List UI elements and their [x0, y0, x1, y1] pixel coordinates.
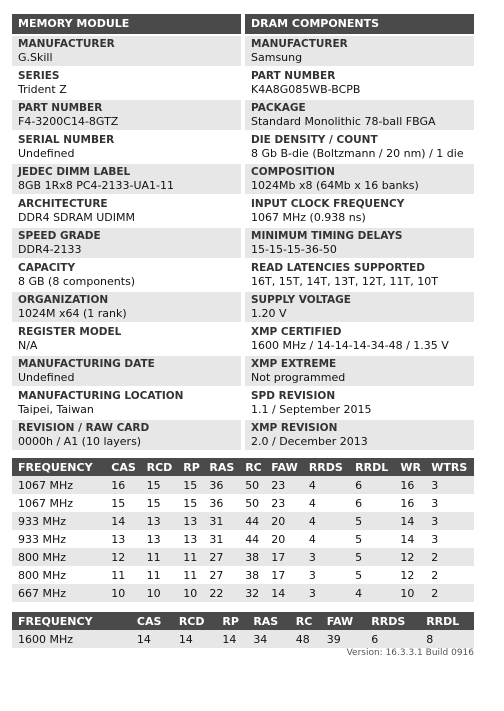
dram-components-field: [245, 132, 474, 162]
timing-table: [12, 458, 474, 602]
dram-components-field: [245, 388, 474, 418]
xmp-column-header: RRDL: [420, 612, 474, 630]
timing-column-header: FREQUENCY: [12, 458, 105, 476]
timing-cell: 667 MHz: [12, 584, 105, 602]
timing-row: [12, 566, 474, 584]
timing-cell: 15: [141, 476, 178, 494]
timing-row: [12, 530, 474, 548]
memory-module-field-label: SERIAL NUMBER: [18, 134, 115, 146]
timing-cell: 6: [349, 476, 394, 494]
memory-module-field: [12, 388, 241, 418]
timing-cell: 1067 MHz: [12, 476, 105, 494]
timing-cell: 23: [271, 496, 286, 510]
dram-components-field: [245, 292, 474, 322]
timing-column-header: RC: [239, 458, 265, 476]
memory-module-field-label: ORGANIZATION: [18, 294, 109, 306]
memory-module-field-value: DDR4-2133: [18, 243, 82, 256]
spd-report: [12, 14, 474, 648]
timing-cell: 15: [146, 496, 161, 510]
timing-cell: 11: [146, 568, 161, 582]
timing-cell: 4: [303, 476, 349, 494]
memory-module-field: [12, 100, 241, 130]
timing-row: [12, 548, 474, 566]
info-columns: [12, 14, 474, 450]
timing-cell: 13: [146, 532, 161, 546]
memory-module-field: [12, 324, 241, 354]
memory-module-field-label: SPEED GRADE: [18, 230, 101, 242]
timing-cell: 2: [425, 548, 474, 566]
dram-components-field-value: 2.0 / December 2013: [251, 435, 368, 448]
dram-components-field: [245, 228, 474, 258]
timing-cell: 11: [141, 548, 178, 566]
timing-cell: 31: [203, 512, 239, 530]
dram-components-field-value: Not programmed: [251, 371, 346, 384]
timing-column-header: CAS: [105, 458, 140, 476]
timing-cell: 6: [355, 496, 363, 510]
timing-column-header: RCD: [141, 458, 178, 476]
dram-components-field-label: SUPPLY VOLTAGE: [251, 294, 351, 306]
dram-components-field-value: 1600 MHz / 14-14-14-34-48 / 1.35 V: [251, 339, 449, 352]
timing-cell: 27: [209, 568, 224, 582]
xmp-column-header: FAW: [321, 612, 366, 630]
timing-cell: 22: [203, 584, 239, 602]
timing-cell: 13: [141, 512, 178, 530]
memory-module-field: [12, 196, 241, 226]
version-label: Version: 16.3.3.1 Build 0916: [346, 648, 474, 658]
dram-components-field: [245, 36, 474, 66]
memory-module-field-value: 1024M x64 (1 rank): [18, 307, 127, 320]
memory-module-field-value: 8GB 1Rx8 PC4-2133-UA1-11: [18, 179, 174, 192]
timing-cell: 10: [105, 584, 140, 602]
xmp-column-header: RP: [216, 612, 247, 630]
xmp-cell: 39: [321, 630, 366, 648]
timing-column-header: WR: [394, 458, 425, 476]
timing-cell: 10: [177, 584, 203, 602]
timing-row: [12, 584, 474, 602]
timing-cell: 2: [425, 584, 474, 602]
memory-module-field-label: MANUFACTURING LOCATION: [18, 390, 184, 402]
xmp-cell: 34: [247, 630, 289, 648]
xmp-column-header: CAS: [131, 612, 173, 630]
memory-module-field-label: JEDEC DIMM LABEL: [18, 166, 131, 178]
timing-cell: 3: [431, 532, 439, 546]
memory-module-field-value: F4-3200C14-8GTZ: [18, 115, 119, 128]
memory-module-field: [12, 356, 241, 386]
memory-module-field-label: ARCHITECTURE: [18, 198, 108, 210]
timing-cell: 16: [105, 476, 140, 494]
dram-components-field-label: COMPOSITION: [251, 166, 335, 178]
dram-components-field-label: PART NUMBER: [251, 70, 336, 82]
timing-cell: 16: [400, 496, 415, 510]
timing-cell: 933 MHz: [12, 512, 105, 530]
memory-module-field-value: 8 GB (8 components): [18, 275, 136, 288]
memory-module-header: MEMORY MODULE: [12, 14, 241, 34]
xmp-column-header: RC: [290, 612, 321, 630]
memory-module-field-label: MANUFACTURER: [18, 38, 115, 50]
timing-cell: 3: [303, 548, 349, 566]
memory-module-field: [12, 420, 241, 450]
timing-cell: 10: [394, 584, 425, 602]
timing-cell: 36: [203, 476, 239, 494]
timing-cell: 44: [239, 512, 265, 530]
timing-cell: 3: [425, 476, 474, 494]
timing-cell: 3: [431, 496, 439, 510]
timing-cell: 11: [111, 568, 126, 582]
memory-module-field-label: SERIES: [18, 70, 60, 82]
memory-module-field-value: G.Skill: [18, 51, 53, 64]
dram-components-field-value: 1067 MHz (0.938 ns): [251, 211, 366, 224]
dram-components-field-label: XMP CERTIFIED: [251, 326, 342, 338]
dram-components-field-value: 1.20 V: [251, 307, 287, 320]
dram-components-header: DRAM COMPONENTS: [245, 14, 474, 34]
timing-cell: 14: [400, 532, 415, 546]
xmp-cell: 8: [420, 630, 474, 648]
timing-cell: 3: [303, 584, 349, 602]
timing-cell: 20: [271, 532, 286, 546]
timing-cell: 5: [355, 568, 363, 582]
dram-components-field-label: INPUT CLOCK FREQUENCY: [251, 198, 405, 210]
dram-components-field: [245, 196, 474, 226]
timing-cell: 12: [400, 568, 415, 582]
timing-cell: 11: [183, 568, 198, 582]
timing-cell: 44: [245, 532, 260, 546]
memory-module-field: [12, 292, 241, 322]
memory-module-field-value: Trident Z: [18, 83, 67, 96]
timing-cell: 2: [431, 568, 439, 582]
xmp-cell: 48: [290, 630, 321, 648]
timing-cell: 38: [239, 548, 265, 566]
timing-cell: 14: [265, 584, 303, 602]
dram-components-field: [245, 324, 474, 354]
timing-cell: 15: [177, 476, 203, 494]
timing-row: [12, 476, 474, 494]
timing-cell: 800 MHz: [18, 568, 67, 582]
timing-cell: 5: [349, 512, 394, 530]
dram-components-field: [245, 356, 474, 386]
timing-column-header: FAW: [265, 458, 303, 476]
timing-cell: 1067 MHz: [18, 496, 74, 510]
memory-module-field-value: Taipei, Taiwan: [18, 403, 94, 416]
dram-components-field-label: MINIMUM TIMING DELAYS: [251, 230, 403, 242]
dram-components-panel: [245, 14, 474, 450]
memory-module-panel: [12, 14, 241, 450]
xmp-column-header: FREQUENCY: [12, 612, 123, 630]
timing-cell: 4: [349, 584, 394, 602]
xmp-cell: 14: [216, 630, 247, 648]
memory-module-field-label: REVISION / RAW CARD: [18, 422, 150, 434]
timing-cell: 4: [308, 532, 316, 546]
xmp-column-header: RCD: [173, 612, 217, 630]
timing-cell: 14: [394, 512, 425, 530]
timing-cell: 32: [239, 584, 265, 602]
memory-module-field-value: 0000h / A1 (10 layers): [18, 435, 142, 448]
timing-column-header: RRDS: [303, 458, 349, 476]
timing-cell: 13: [177, 512, 203, 530]
dram-components-field: [245, 164, 474, 194]
dram-components-field-value: 16T, 15T, 14T, 13T, 12T, 11T, 10T: [251, 275, 438, 288]
memory-module-field: [12, 228, 241, 258]
dram-components-field-value: 1.1 / September 2015: [251, 403, 372, 416]
memory-module-field: [12, 68, 241, 98]
timing-cell: 36: [209, 496, 224, 510]
dram-components-field: [245, 420, 474, 450]
timing-cell: 5: [355, 532, 363, 546]
memory-module-field-value: Undefined: [18, 371, 75, 384]
timing-cell: 15: [183, 496, 198, 510]
memory-module-field: [12, 132, 241, 162]
timing-cell: 23: [265, 476, 303, 494]
dram-components-field-label: PACKAGE: [251, 102, 306, 114]
timing-cell: 10: [141, 584, 178, 602]
memory-module-field-label: MANUFACTURING DATE: [18, 358, 155, 370]
dram-components-field: [245, 100, 474, 130]
memory-module-field-value: N/A: [18, 339, 38, 352]
timing-cell: 4: [303, 512, 349, 530]
timing-column-header: RAS: [203, 458, 239, 476]
xmp-row: [12, 630, 474, 648]
timing-cell: 16: [394, 476, 425, 494]
memory-module-field-label: REGISTER MODEL: [18, 326, 122, 338]
dram-components-field: [245, 68, 474, 98]
timing-cell: 20: [265, 512, 303, 530]
dram-components-field-label: XMP REVISION: [251, 422, 338, 434]
timing-cell: 13: [183, 532, 198, 546]
timing-column-header: RRDL: [349, 458, 394, 476]
xmp-table: [12, 612, 474, 648]
timing-cell: 13: [111, 532, 126, 546]
dram-components-field-value: Standard Monolithic 78-ball FBGA: [251, 115, 436, 128]
timing-cell: 14: [105, 512, 140, 530]
xmp-cell: 14: [173, 630, 217, 648]
dram-components-field-value: 8 Gb B-die (Boltzmann / 20 nm) / 1 die: [251, 147, 464, 160]
timing-column-header: RP: [177, 458, 203, 476]
timing-cell: 50: [239, 476, 265, 494]
timing-cell: 11: [177, 548, 203, 566]
timing-cell: 17: [265, 548, 303, 566]
dram-components-field-label: MANUFACTURER: [251, 38, 348, 50]
dram-components-field-value: Samsung: [251, 51, 303, 64]
dram-components-field-label: XMP EXTREME: [251, 358, 337, 370]
timing-cell: 12: [394, 548, 425, 566]
timing-cell: 38: [245, 568, 260, 582]
xmp-cell: 14: [131, 630, 173, 648]
timing-cell: 3: [425, 512, 474, 530]
timing-cell: 800 MHz: [12, 548, 105, 566]
timing-cell: 3: [308, 568, 316, 582]
timing-cell: 4: [308, 496, 316, 510]
timing-cell: 15: [111, 496, 126, 510]
xmp-column-header: RAS: [247, 612, 289, 630]
timing-cell: 50: [245, 496, 260, 510]
memory-module-field-label: PART NUMBER: [18, 102, 103, 114]
timing-row: [12, 494, 474, 512]
memory-module-field-value: DDR4 SDRAM UDIMM: [18, 211, 135, 224]
dram-components-field-label: READ LATENCIES SUPPORTED: [251, 262, 425, 274]
xmp-column-header: [123, 612, 131, 630]
dram-components-field-label: SPD REVISION: [251, 390, 336, 402]
xmp-cell: [123, 630, 131, 648]
xmp-cell: 6: [365, 630, 420, 648]
timing-cell: 17: [271, 568, 286, 582]
dram-components-field-value: K4A8G085WB-BCPB: [251, 83, 361, 96]
memory-module-field: [12, 164, 241, 194]
timing-cell: 12: [105, 548, 140, 566]
dram-components-field-value: 1024Mb x8 (64Mb x 16 banks): [251, 179, 419, 192]
timing-cell: 933 MHz: [18, 532, 67, 546]
memory-module-field: [12, 36, 241, 66]
dram-components-field-value: 15-15-15-36-50: [251, 243, 337, 256]
timing-cell: 31: [209, 532, 224, 546]
memory-module-field-value: Undefined: [18, 147, 75, 160]
xmp-cell: 1600 MHz: [12, 630, 123, 648]
memory-module-field: [12, 260, 241, 290]
xmp-column-header: RRDS: [365, 612, 420, 630]
timing-cell: 27: [203, 548, 239, 566]
memory-module-field-label: CAPACITY: [18, 262, 76, 274]
timing-column-header: WTRS: [425, 458, 474, 476]
timing-row: [12, 512, 474, 530]
dram-components-field: [245, 260, 474, 290]
dram-components-field-label: DIE DENSITY / COUNT: [251, 134, 378, 146]
timing-cell: 5: [349, 548, 394, 566]
